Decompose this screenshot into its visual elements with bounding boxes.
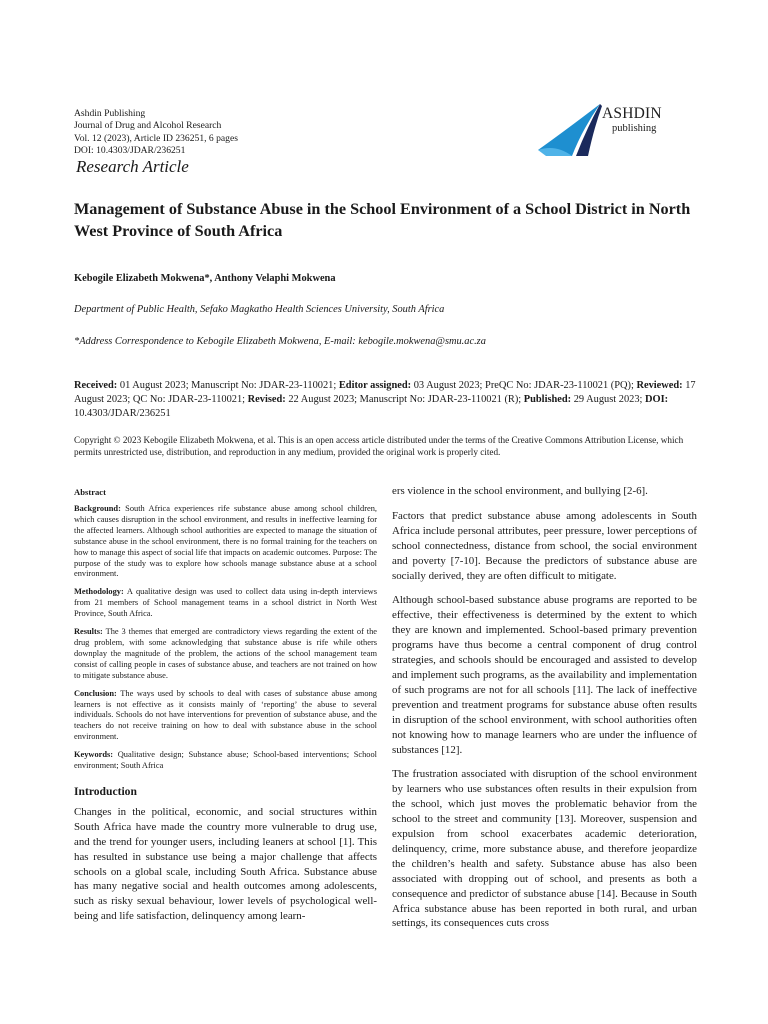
doi-label: DOI: xyxy=(645,394,669,405)
author-list: Kebogile Elizabeth Mokwena*, Anthony Velaphi Mokwena xyxy=(74,273,336,284)
editor-value: 03 August 2023; PreQC No: JDAR-23-110021 (PQ); xyxy=(411,380,637,391)
body-paragraph: Factors that predict substance abuse among adolescents in South Africa include personal attributes, peer pressure, lower perceptions of school connectedness, distance from school, the social environment and poverty [7-10]. Because the predictors of substance abuse are socially derived, they are often difficult to mitigate. xyxy=(392,509,697,582)
body-paragraph: ers violence in the school environment, and bullying [2-6]. xyxy=(392,485,648,497)
publisher-name: Ashdin Publishing xyxy=(74,108,146,119)
correspondence: *Address Correspondence to Kebogile Elizabeth Mokwena, E-mail: kebogile.mokwena@smu.ac.za xyxy=(74,336,486,347)
manuscript-dates xyxy=(74,379,699,421)
publication-info xyxy=(74,108,238,158)
abstract-background xyxy=(74,504,377,580)
abstract-keywords xyxy=(74,750,377,772)
article-type: Research Article xyxy=(76,157,189,176)
abstract-heading: Abstract xyxy=(74,487,106,497)
abstract-methodology xyxy=(74,587,377,620)
keywords-text: Qualitative design; Substance abuse; School-based interventions; School environment; South Africa xyxy=(74,750,377,771)
received-value: 01 August 2023; Manuscript No: JDAR-23-110021; xyxy=(117,380,339,391)
logo-name: ASHDIN xyxy=(602,105,662,122)
methodology-text: A qualitative design was used to collect data using in-depth interviews from 21 members of School management teams in a school district in North West Province, South Africa. xyxy=(74,587,377,619)
logo-subtitle: publishing xyxy=(612,123,657,134)
left-column xyxy=(74,484,377,924)
body-paragraph: The frustration associated with disruption of the school environment by learners who use substances often results in their expulsion from the school, which just moves the problematic behavior from the school to the street and community [13]. Moreover, suspension and expulsion from school exacerbates academic deterioration, delinquency, crime, more substance abuse, and therefore jeopardize the children’s health and safety. Substance abuse has also been associated with dropping out of school, and presents as both a consequence and predictor of substance abuse [14]. Because in South Africa substance abuse has been reported in both rural, and urban settings, its consequences cuts cross xyxy=(392,768,697,930)
editor-label: Editor assigned: xyxy=(338,380,412,391)
paper-title: Management of Substance Abuse in the School Environment of a School District in North West Province of South Africa xyxy=(74,200,691,240)
doi-info: DOI: 10.4303/JDAR/236251 xyxy=(74,145,186,157)
introduction-heading: Introduction xyxy=(74,784,137,798)
background-label: Background: xyxy=(74,504,121,513)
copyright-notice: Copyright © 2023 Kebogile Elizabeth Mokwena, et al. This is an open access article distributed under the terms of the Creative Commons Attribution License, which permits unrestricted use, distribution, and reproduction in any medium, provided the original work is properly cited. xyxy=(74,435,684,458)
journal-name: Journal of Drug and Alcohol Research xyxy=(74,120,222,132)
doi-value: 10.4303/JDAR/236251 xyxy=(74,408,171,419)
conclusion-text: The ways used by schools to deal with cases of substance abuse among learners is not effective as it consists mainly of ‘reporting’ the abuse to several individuals. Schools do not have interventions for prevention of substance abuse, and the teachers do not receive training on how to deal with substance abuse in the school environment. xyxy=(74,688,377,742)
reviewed-label: Reviewed: xyxy=(636,380,683,391)
introduction-paragraph: Changes in the political, economic, and social structures within South Africa have made the country more vulnerable to drug use, and the trend for younger users, including leaners at school [1]. This has resulted in substance use being a major challenge that affects schools on a global scale, including South Africa. Substance abuse has many negative social and health outcomes among adolescents, such as risky sexual behaviour, lower levels of psychological well-being and life satisfaction, delinquency among learn- xyxy=(74,805,377,923)
abstract-results xyxy=(74,627,377,682)
background-text: South Africa experiences rife substance abuse among school children, which causes disruption in the school environment, and results in ineffective learning for the affected learners. Although school authorities are expected to manage the situation of substance abuse in the school environment, there is no formal training for the teachers on how to manage this aspect of social life that impacts on academic outcomes. Purpose: The purpose of the study was to explore how schools manage substance abuse at a school environment. xyxy=(74,504,377,579)
revised-value: 22 August 2023; Manuscript No: JDAR-23-110021 (R); xyxy=(285,394,524,405)
received-label: Received: xyxy=(74,380,118,391)
abstract-conclusion xyxy=(74,689,377,744)
revised-label: Revised: xyxy=(247,394,286,405)
body-paragraph: Although school-based substance abuse programs are reported to be effective, their effectiveness is determined by the extent to which they are known and implemented. School-based primary prevention programs have thus become a central component of drug control strategies, and schools should be encouraged and assisted to develop and implement such programs, as the availability and implementation of such programs are not for all schools [11]. The lack of ineffective prevention and treatment programs for substance abuse often results in disruption of the school environment, with school authorities often not knowing how to manage learners who are under the influence of substances [12]. xyxy=(392,594,697,756)
published-value: 29 August 2023; xyxy=(571,394,646,405)
methodology-label: Methodology: xyxy=(74,587,124,597)
affiliation: Department of Public Health, Sefako Magkatho Health Sciences University, South Africa xyxy=(74,304,445,315)
ashdin-logo xyxy=(536,100,696,156)
results-text: The 3 themes that emerged are contradictory views regarding the extent of the drug problem, with some acknowledging that substance abuse is rife while others downplay the magnitude of the problem, the actions of the school management team consist of calling people in cases of substance abuse, and teachers are not trained on how to mitigate substance abuse. xyxy=(74,627,377,680)
keywords-label: Keywords: xyxy=(74,750,114,760)
reviewed-value: 17 August 2023; QC No: JDAR-23-110021; xyxy=(74,380,696,405)
right-column xyxy=(392,484,697,941)
volume-info: Vol. 12 (2023), Article ID 236251, 6 pages xyxy=(74,132,238,144)
results-label: Results: xyxy=(74,627,103,637)
published-label: Published: xyxy=(523,394,572,405)
conclusion-label: Conclusion: xyxy=(74,688,117,698)
